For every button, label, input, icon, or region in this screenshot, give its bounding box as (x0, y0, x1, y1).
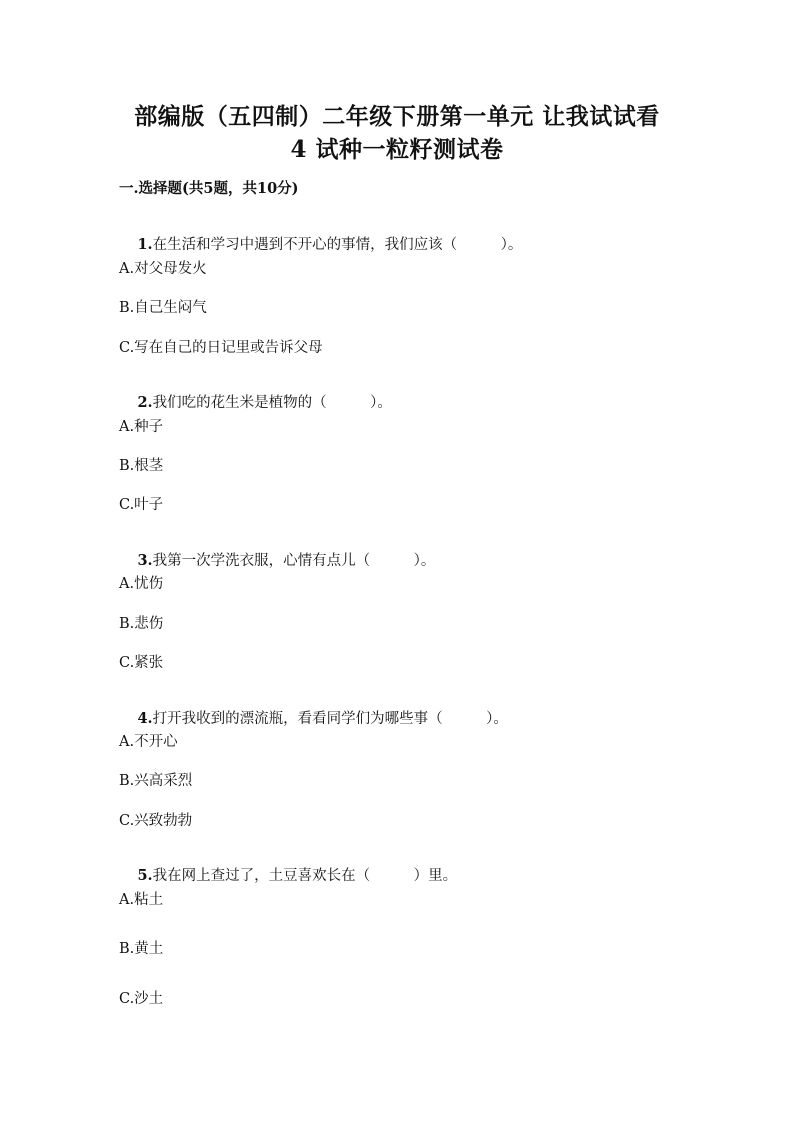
question-stem: 我们吃的花生米是植物的（ ）。 (152, 395, 392, 411)
question-number: 5. (137, 867, 153, 884)
question-number: 3. (137, 552, 153, 569)
option-1b: B.自己生闷气 (119, 300, 207, 316)
option-2b: B.根茎 (119, 458, 164, 474)
option-5b: B.黄土 (119, 941, 164, 957)
option-1c: C.写在自己的日记里或告诉父母 (119, 340, 323, 356)
option-3b: B.悲伤 (119, 616, 164, 632)
option-3a: A.忧伤 (119, 576, 164, 592)
question-stem: 我在网上查过了，土豆喜欢长在（ ）里。 (152, 868, 458, 884)
option-5a: A.粘土 (119, 892, 164, 908)
page-title-line-2: 4 试种一粒籽测试卷 (290, 136, 504, 163)
question-5 (119, 848, 457, 901)
question-stem: 我第一次学洗衣服，心情有点儿（ ）。 (152, 553, 436, 569)
question-number: 4. (137, 710, 153, 727)
section-heading: 一.选择题(共5题，共10分) (119, 180, 299, 197)
option-4b: B.兴高采烈 (119, 773, 193, 789)
option-5c: C.沙土 (119, 991, 164, 1007)
option-4c: C.兴致勃勃 (119, 813, 193, 829)
option-2c: C.叶子 (119, 497, 164, 513)
option-2a: A.种子 (119, 419, 164, 435)
question-number: 2. (137, 394, 153, 411)
option-3c: C.紧张 (119, 655, 164, 671)
question-stem: 打开我收到的漂流瓶，看看同学们为哪些事（ ）。 (152, 711, 508, 727)
option-4a: A.不开心 (119, 734, 178, 750)
question-number: 1. (137, 236, 153, 253)
question-3 (119, 533, 435, 586)
question-stem: 在生活和学习中遇到不开心的事情，我们应该（ ）。 (152, 237, 523, 253)
page-title-line-1: 部编版（五四制）二年级下册第一单元 让我试试看 (134, 103, 660, 130)
option-1a: A.对父母发火 (119, 261, 207, 277)
